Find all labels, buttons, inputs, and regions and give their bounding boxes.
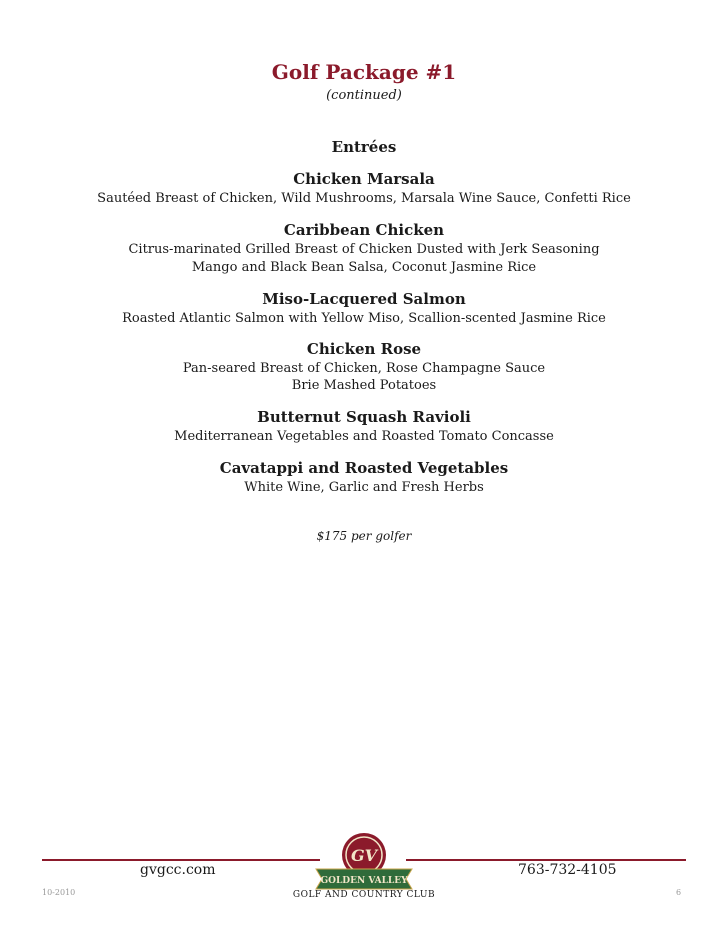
dish-name-miso-salmon: Miso-Lacquered Salmon bbox=[262, 290, 466, 308]
dish-desc-caribbean-chicken-1: Citrus-marinated Grilled Breast of Chicken Dusted with Jerk Seasoning bbox=[128, 242, 600, 257]
dish-desc-chicken-marsala: Sautéed Breast of Chicken, Wild Mushrooms, Marsala Wine Sauce, Confetti Rice bbox=[97, 191, 631, 206]
footer-phone: 763-732-4105 bbox=[518, 862, 617, 878]
dish-desc-miso-salmon: Roasted Atlantic Salmon with Yellow Miso, Scallion-scented Jasmine Rice bbox=[122, 311, 606, 326]
dish-name-cavatappi: Cavatappi and Roasted Vegetables bbox=[219, 459, 509, 477]
footer-date-code: 10-2010 bbox=[42, 888, 76, 897]
dish-desc-chicken-rose-1: Pan-seared Breast of Chicken, Rose Champagne Sauce bbox=[182, 361, 546, 376]
footer-club-name: GOLF AND COUNTRY CLUB bbox=[292, 890, 436, 900]
dish-desc-chicken-rose-2: Brie Mashed Potatoes bbox=[291, 378, 437, 393]
dish-desc-butternut-ravioli: Mediterranean Vegetables and Roasted Tomato Concasse bbox=[174, 429, 554, 444]
section-heading-entrees: Entrées bbox=[331, 138, 397, 156]
logo-monogram: GV bbox=[350, 846, 378, 865]
footer-website: gvgcc.com bbox=[140, 862, 216, 878]
dish-name-butternut-ravioli: Butternut Squash Ravioli bbox=[257, 408, 471, 426]
footer-rule-right bbox=[406, 859, 686, 861]
dish-desc-caribbean-chicken-2: Mango and Black Bean Salsa, Coconut Jasmine Rice bbox=[191, 260, 537, 275]
page-title: Golf Package #1 bbox=[271, 60, 457, 84]
dish-name-caribbean-chicken: Caribbean Chicken bbox=[283, 221, 445, 239]
dish-name-chicken-marsala: Chicken Marsala bbox=[293, 170, 435, 188]
dish-name-chicken-rose: Chicken Rose bbox=[306, 340, 422, 358]
logo-banner-text: GOLDEN VALLEY bbox=[320, 876, 408, 886]
price-per-golfer: $175 per golfer bbox=[316, 529, 412, 543]
footer-rule-left bbox=[42, 859, 320, 861]
dish-desc-cavatappi: White Wine, Garlic and Fresh Herbs bbox=[244, 480, 484, 495]
page-subtitle: (continued) bbox=[326, 88, 402, 103]
page-number: 6 bbox=[676, 888, 682, 897]
